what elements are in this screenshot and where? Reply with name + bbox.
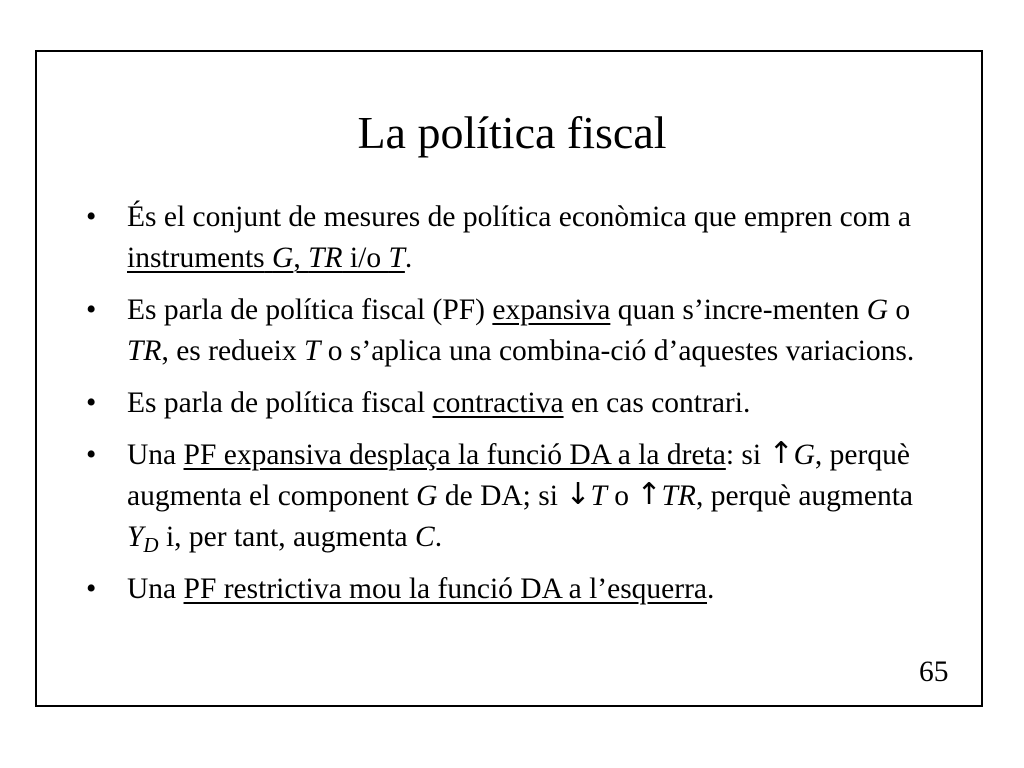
bullet-dot: • bbox=[86, 439, 97, 471]
bullet-item-1 bbox=[86, 197, 946, 279]
var-TR: TR bbox=[661, 480, 696, 512]
arrow-up-icon: ↑ bbox=[636, 477, 662, 512]
underlined-term: instruments bbox=[127, 242, 265, 274]
arrow-down-icon: ↓ bbox=[565, 477, 591, 512]
bullet-text: Una PF restrictiva mou la funció DA a l’esquerra. bbox=[127, 573, 715, 605]
arrow-up-icon: ↑ bbox=[768, 436, 794, 471]
var-TR: TR bbox=[308, 242, 343, 274]
var-G: G bbox=[272, 242, 294, 274]
bullet-item-2 bbox=[86, 290, 946, 372]
bullet-list bbox=[86, 197, 946, 621]
bullet-dot: • bbox=[86, 573, 97, 605]
bullet-dot: • bbox=[86, 387, 97, 419]
bullet-text: Es parla de política fiscal contractiva en cas contrari. bbox=[127, 387, 751, 419]
var-G: G bbox=[866, 294, 889, 326]
subscript-D: D bbox=[143, 533, 159, 557]
bullet-text: Una PF expansiva desplaça la funció DA a la dreta: si ↑G, perquè augmenta el component G de DA; si ↓T o ↑TR, perquè augmenta $Y_D$ i, per tant, augmenta C. bbox=[127, 436, 914, 557]
bullet-item-5 bbox=[86, 569, 946, 610]
slide-title: La política fiscal bbox=[357, 107, 667, 158]
var-Y: Y bbox=[127, 521, 144, 553]
var-T: T bbox=[388, 242, 405, 274]
var-C: C bbox=[415, 521, 435, 553]
bullet-dot: • bbox=[86, 294, 97, 326]
bullet-dot: • bbox=[86, 201, 97, 233]
bullet-text: És el conjunt de mesures de política econòmica que empren com a instruments G, TR i/o T. bbox=[127, 201, 911, 274]
var-G: G bbox=[416, 480, 438, 512]
var-T: T bbox=[303, 335, 321, 367]
page-number: 65 bbox=[919, 656, 949, 688]
bullet-text: Es parla de política fiscal (PF) expansiva quan s’incre-menten G o TR, es redueix T o s’aplica una combina-ció d’aquestes variacions. bbox=[127, 294, 915, 367]
var-T: T bbox=[590, 480, 607, 512]
var-TR: TR bbox=[127, 335, 162, 367]
underlined-phrase: PF expansiva desplaça la funció DA a la dreta bbox=[183, 439, 726, 471]
underlined-phrase: PF restrictiva mou la funció DA a l’esquerra bbox=[183, 573, 708, 605]
bullet-item-4 bbox=[86, 435, 946, 558]
underlined-term: expansiva bbox=[492, 294, 611, 326]
var-G: G bbox=[793, 439, 815, 471]
underlined-term: contractiva bbox=[432, 387, 564, 419]
bullet-item-3 bbox=[86, 383, 946, 424]
